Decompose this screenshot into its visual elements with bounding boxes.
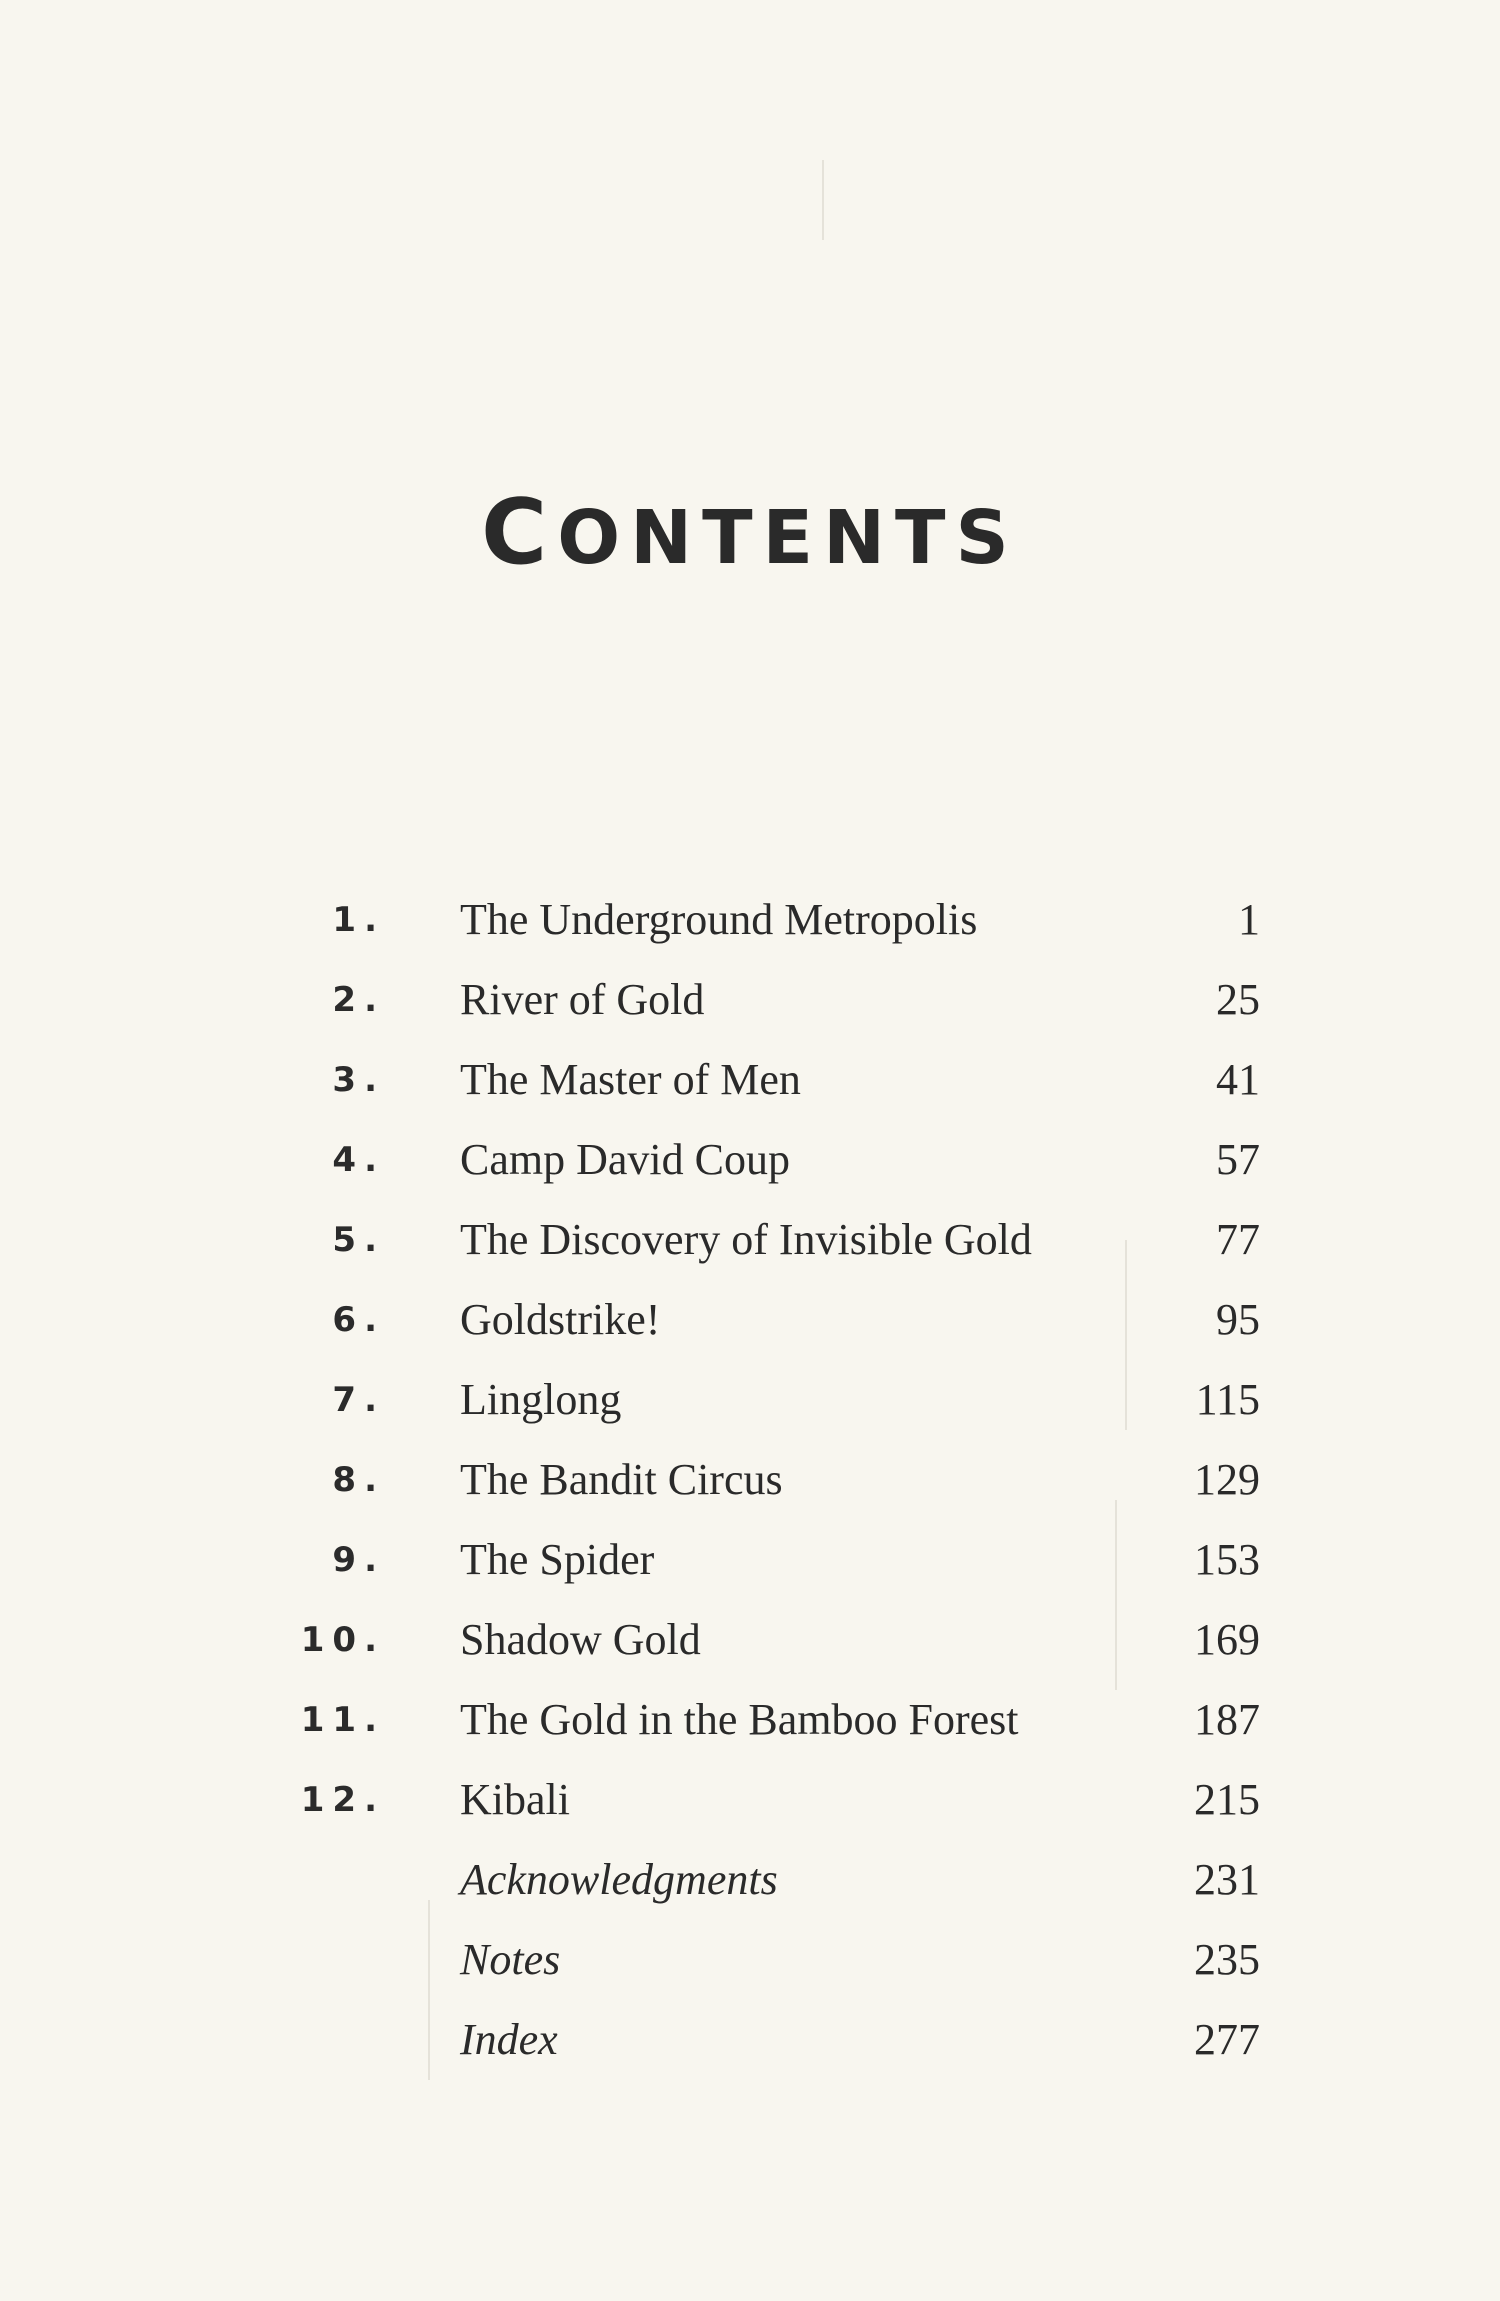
chapter-number: 5. <box>332 1220 385 1260</box>
chapter-title: Camp David Coup <box>460 1135 790 1184</box>
chapter-number: 6. <box>332 1300 385 1340</box>
page-number: 231 <box>1194 1855 1260 1904</box>
toc-row <box>0 1440 1500 1520</box>
chapter-title: The Bandit Circus <box>460 1455 783 1504</box>
back-matter-title: Index <box>460 2015 558 2064</box>
toc-row-back-matter <box>0 1920 1500 2000</box>
page-number: 1 <box>1238 895 1260 944</box>
chapter-title: River of Gold <box>460 975 705 1024</box>
page-number: 235 <box>1194 1935 1260 1984</box>
chapter-title: Goldstrike! <box>460 1295 661 1344</box>
chapter-number: 9. <box>332 1540 385 1580</box>
toc-row <box>0 1760 1500 1840</box>
page-number: 187 <box>1194 1695 1260 1744</box>
chapter-title: The Discovery of Invisible Gold <box>460 1215 1032 1264</box>
page-number: 25 <box>1216 975 1260 1024</box>
chapter-number: 3. <box>332 1060 385 1100</box>
toc-row-back-matter <box>0 1840 1500 1920</box>
chapter-title: The Underground Metropolis <box>460 895 978 944</box>
page-number: 277 <box>1194 2015 1260 2064</box>
page-number: 153 <box>1194 1535 1260 1584</box>
title-first-letter: C <box>481 480 558 585</box>
chapter-title: The Master of Men <box>460 1055 801 1104</box>
chapter-number: 7. <box>332 1380 385 1420</box>
toc-row <box>0 1040 1500 1120</box>
chapter-title: Linglong <box>460 1375 622 1424</box>
chapter-number: 4. <box>332 1140 385 1180</box>
chapter-title: Shadow Gold <box>460 1615 701 1664</box>
chapter-title: The Gold in the Bamboo Forest <box>460 1695 1019 1744</box>
page-number: 95 <box>1216 1295 1260 1344</box>
page-number: 41 <box>1216 1055 1260 1104</box>
chapter-number: 8. <box>332 1460 385 1500</box>
toc-row <box>0 1360 1500 1440</box>
chapter-number: 1. <box>332 900 385 940</box>
toc-row <box>0 1520 1500 1600</box>
toc-row <box>0 1600 1500 1680</box>
chapter-number: 10. <box>300 1620 385 1660</box>
page-title <box>0 480 1500 585</box>
scan-mark <box>822 160 824 240</box>
toc-row-back-matter <box>0 2000 1500 2080</box>
chapter-title: The Spider <box>460 1535 655 1584</box>
back-matter-title: Notes <box>460 1935 561 1984</box>
page-number: 77 <box>1216 1215 1260 1264</box>
toc-row <box>0 960 1500 1040</box>
back-matter-title: Acknowledgments <box>460 1855 778 1904</box>
toc-row <box>0 1280 1500 1360</box>
page-number: 115 <box>1195 1375 1260 1424</box>
page-number: 215 <box>1194 1775 1260 1824</box>
chapter-title: Kibali <box>460 1775 570 1824</box>
page-number: 57 <box>1216 1135 1260 1184</box>
page-number: 169 <box>1194 1615 1260 1664</box>
title-rest: ONTENTS <box>557 495 1019 581</box>
page-number: 129 <box>1194 1455 1260 1504</box>
toc-row <box>0 1120 1500 1200</box>
toc-row <box>0 880 1500 960</box>
chapter-number: 12. <box>300 1780 385 1820</box>
chapter-number: 2. <box>332 980 385 1020</box>
toc-row <box>0 1680 1500 1760</box>
toc-row <box>0 1200 1500 1280</box>
chapter-number: 11. <box>300 1700 385 1740</box>
